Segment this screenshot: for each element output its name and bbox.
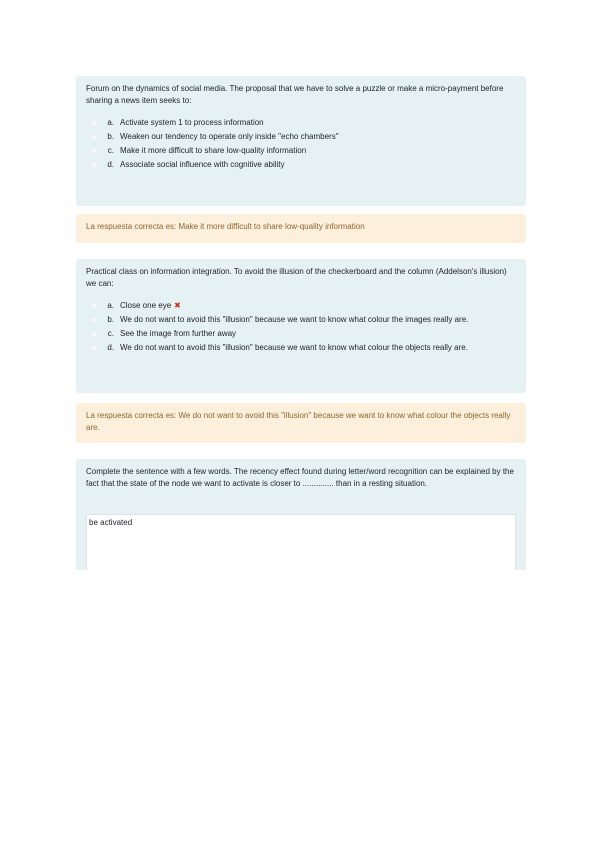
question-3-text: Complete the sentence with a few words. The recency effect found during letter/word recognition can be explained by the fact that the state of the node we want to activate is closer to .............. than in a resting situation.	[86, 467, 514, 488]
answer-letter: a.	[107, 118, 114, 127]
radio-button[interactable]	[90, 330, 98, 338]
answer-text: Weaken our tendency to operate only inside "echo chambers"	[120, 132, 339, 141]
radio-button[interactable]	[90, 133, 98, 141]
answer-text	[120, 300, 516, 312]
question-3-clip	[76, 459, 526, 570]
radio-button[interactable]	[90, 344, 98, 352]
incorrect-icon: ✖	[174, 301, 181, 310]
question-1-feedback	[76, 214, 526, 243]
answer-letter: a.	[107, 301, 114, 310]
feedback-text: La respuesta correcta es: We do not want to avoid this "illusion" because we want to know what colour the objects really are.	[86, 411, 511, 432]
answer-letter: c.	[107, 329, 114, 338]
answer-option[interactable]	[86, 145, 516, 157]
answer-text: We do not want to avoid this "illusion" because we want to know what colour the images really are.	[120, 315, 469, 324]
feedback-text: La respuesta correcta es: Make it more difficult to share low-quality information	[86, 222, 365, 231]
question-1-answers	[86, 117, 516, 171]
answer-option[interactable]	[86, 300, 516, 312]
answer-text: Associate social influence with cognitive ability	[120, 160, 285, 169]
answer-option[interactable]	[86, 314, 516, 326]
radio-button[interactable]	[90, 119, 98, 127]
answer-text: Make it more difficult to share low-quality information	[120, 146, 307, 155]
answer-option[interactable]	[86, 342, 516, 354]
answer-letter: b.	[107, 315, 114, 324]
answer-response: be activated	[89, 518, 133, 527]
answer-label: Close one eye	[120, 301, 172, 310]
question-2-answers	[86, 300, 516, 354]
answer-option[interactable]	[86, 131, 516, 143]
radio-button[interactable]	[90, 147, 98, 155]
answer-letter: c.	[107, 146, 114, 155]
answer-letter: d.	[107, 160, 114, 169]
radio-button[interactable]	[90, 161, 98, 169]
radio-button[interactable]	[90, 302, 98, 310]
answer-letter: d.	[107, 343, 114, 352]
answer-option[interactable]	[86, 328, 516, 340]
answer-option[interactable]	[86, 117, 516, 129]
answer-letter: b.	[107, 132, 114, 141]
answer-text: We do not want to avoid this "illusion" because we want to know what colour the objects really are.	[120, 343, 468, 352]
answer-text: See the image from further away	[120, 329, 237, 338]
answer-text: Activate system 1 to process information	[120, 118, 264, 127]
question-1-box	[76, 76, 526, 206]
radio-button[interactable]	[90, 316, 98, 324]
answer-option[interactable]	[86, 159, 516, 171]
question-1-text: Forum on the dynamics of social media. The proposal that we have to solve a puzzle or make a micro-payment before sharing a news item seeks to:	[86, 84, 504, 105]
question-3-box	[76, 459, 526, 570]
question-2-text: Practical class on information integration. To avoid the illusion of the checkerboard and the column (Addelson's illusion) we can:	[86, 267, 507, 288]
question-2-feedback	[76, 403, 526, 443]
question-2-box	[76, 259, 526, 393]
answer-textarea[interactable]	[86, 514, 516, 570]
